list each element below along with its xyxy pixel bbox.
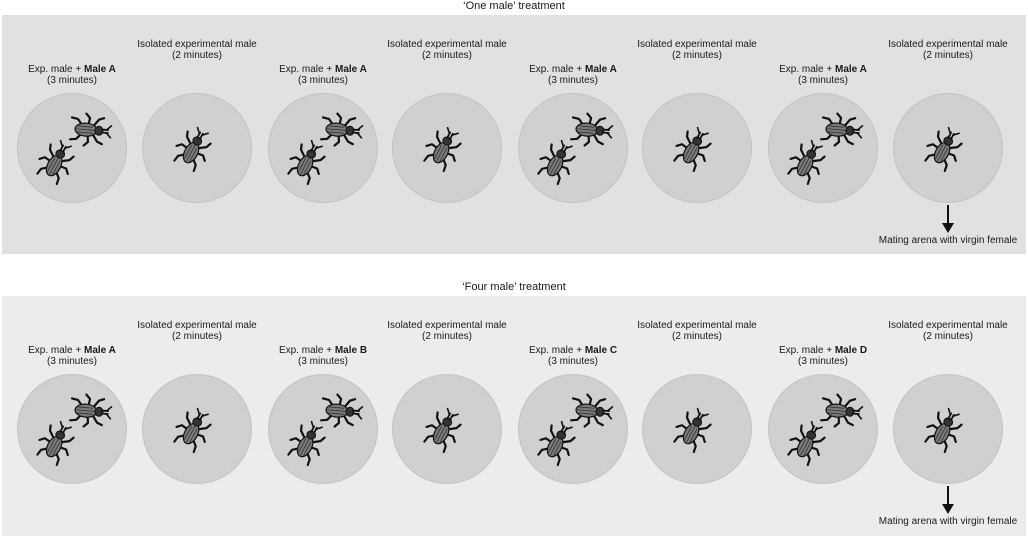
- beetles-graphic: [643, 94, 753, 204]
- beetle-icon: [170, 404, 217, 454]
- beetle-icon: [571, 112, 614, 147]
- petri-dish-icon: [17, 374, 127, 484]
- step-label-text: Isolated experimental male: [888, 320, 1008, 331]
- rival-male-label: Male A: [83, 64, 116, 75]
- step-label: [0, 64, 147, 86]
- step-duration: (3 minutes): [297, 75, 348, 86]
- step-label: [748, 345, 898, 367]
- step-label: [622, 39, 772, 61]
- step-label-text: Isolated experimental male: [137, 39, 257, 50]
- beetles-graphic: [143, 375, 253, 485]
- petri-dish-icon: [142, 374, 252, 484]
- step-label: [498, 345, 648, 367]
- step-label-text: Isolated experimental male: [637, 39, 757, 50]
- beetles-graphic: [769, 94, 879, 204]
- step-label-text: Isolated experimental male: [137, 320, 257, 331]
- petri-dish-icon: [642, 374, 752, 484]
- step-duration: (3 minutes): [547, 75, 598, 86]
- step-label: [873, 320, 1023, 342]
- petri-dish-icon: [392, 93, 502, 203]
- step-label-text: Exp. male +: [278, 345, 335, 356]
- beetles-graphic: [519, 94, 629, 204]
- step-label-line1: [748, 345, 898, 356]
- step-label-line1: [122, 320, 272, 331]
- petri-dish-icon: [768, 374, 878, 484]
- step-label-line1: [622, 320, 772, 331]
- beetles-graphic: [643, 375, 753, 485]
- beetle-icon: [284, 136, 331, 186]
- beetle-icon: [284, 417, 331, 467]
- step-label-line1: [372, 320, 522, 331]
- beetle-icon: [321, 393, 364, 428]
- petri-dish-icon: [518, 374, 628, 484]
- beetles-graphic: [519, 375, 629, 485]
- step-duration: (2 minutes): [922, 331, 973, 342]
- beetles-graphic: [894, 375, 1004, 485]
- step-duration: (2 minutes): [421, 50, 472, 61]
- step-duration: (2 minutes): [671, 331, 722, 342]
- petri-dish-icon: [268, 93, 378, 203]
- beetle-icon: [921, 404, 968, 454]
- step-duration: (3 minutes): [297, 356, 348, 367]
- step-label: [748, 64, 898, 86]
- step-label-line1: [122, 39, 272, 50]
- rival-male-label: Male B: [334, 345, 368, 356]
- step-label-text: Exp. male +: [528, 345, 585, 356]
- beetle-icon: [321, 112, 364, 147]
- step-label-text: Exp. male +: [279, 64, 335, 75]
- step-duration: (2 minutes): [171, 50, 222, 61]
- mating-arena-label: Mating arena with virgin female: [878, 516, 1018, 527]
- beetle-icon: [420, 123, 467, 173]
- beetle-icon: [33, 417, 80, 467]
- step-label-text: Isolated experimental male: [387, 39, 507, 50]
- beetle-icon: [571, 393, 614, 428]
- step-label-text: Exp. male +: [529, 64, 585, 75]
- arrow-down-icon: [941, 486, 955, 516]
- petri-dish-icon: [17, 93, 127, 203]
- beetles-graphic: [18, 375, 128, 485]
- beetle-icon: [33, 136, 80, 186]
- step-duration: (3 minutes): [797, 356, 848, 367]
- step-duration: (3 minutes): [46, 75, 97, 86]
- beetle-icon: [170, 123, 217, 173]
- step-duration: (3 minutes): [797, 75, 848, 86]
- petri-dish-icon: [518, 93, 628, 203]
- beetle-icon: [670, 404, 717, 454]
- arrow-down-icon: [941, 205, 955, 235]
- rival-male-label: Male D: [834, 345, 868, 356]
- step-label: [498, 64, 648, 86]
- step-duration: (2 minutes): [171, 331, 222, 342]
- step-label-line1: [248, 345, 398, 356]
- step-label-text: Isolated experimental male: [888, 39, 1008, 50]
- step-label-line1: [498, 345, 648, 356]
- mating-arena-label: Mating arena with virgin female: [878, 235, 1018, 246]
- step-label: [248, 345, 398, 367]
- petri-dish-icon: [642, 93, 752, 203]
- beetle-icon: [70, 112, 113, 147]
- step-label-text: Exp. male +: [778, 345, 835, 356]
- step-label: [122, 39, 272, 61]
- beetles-graphic: [143, 94, 253, 204]
- rival-male-label: Male A: [584, 64, 617, 75]
- beetle-icon: [784, 417, 831, 467]
- petri-dish-icon: [893, 374, 1003, 484]
- beetle-icon: [70, 393, 113, 428]
- beetles-graphic: [269, 94, 379, 204]
- step-label-text: Exp. male +: [28, 64, 84, 75]
- step-label: [372, 320, 522, 342]
- rival-male-label: Male C: [584, 345, 618, 356]
- step-label-line1: [498, 64, 648, 75]
- step-label: [122, 320, 272, 342]
- beetles-graphic: [18, 94, 128, 204]
- beetles-graphic: [769, 375, 879, 485]
- step-label-text: Exp. male +: [779, 64, 835, 75]
- step-label: [622, 320, 772, 342]
- step-label-text: Isolated experimental male: [637, 320, 757, 331]
- step-duration: (2 minutes): [421, 331, 472, 342]
- beetle-icon: [921, 123, 968, 173]
- beetle-icon: [821, 393, 864, 428]
- step-label-text: Exp. male +: [28, 345, 84, 356]
- four-male-treatment-title: ‘Four male’ treatment: [462, 281, 566, 293]
- step-label: [372, 39, 522, 61]
- rival-male-label: Male A: [334, 64, 367, 75]
- beetle-icon: [534, 417, 581, 467]
- step-label-line1: [873, 320, 1023, 331]
- beetle-icon: [784, 136, 831, 186]
- step-duration: (2 minutes): [922, 50, 973, 61]
- petri-dish-icon: [893, 93, 1003, 203]
- step-duration: (2 minutes): [671, 50, 722, 61]
- beetle-icon: [670, 123, 717, 173]
- petri-dish-icon: [142, 93, 252, 203]
- petri-dish-icon: [768, 93, 878, 203]
- step-label-line1: [622, 39, 772, 50]
- beetles-graphic: [269, 375, 379, 485]
- beetles-graphic: [894, 94, 1004, 204]
- step-duration: (3 minutes): [46, 356, 97, 367]
- step-label-line1: [248, 64, 398, 75]
- step-label-line1: [0, 64, 147, 75]
- beetles-graphic: [393, 94, 503, 204]
- beetle-icon: [420, 404, 467, 454]
- step-label-line1: [748, 64, 898, 75]
- step-label-text: Isolated experimental male: [387, 320, 507, 331]
- rival-male-label: Male A: [834, 64, 867, 75]
- step-label-line1: [372, 39, 522, 50]
- petri-dish-icon: [268, 374, 378, 484]
- step-label: [248, 64, 398, 86]
- step-label-line1: [873, 39, 1023, 50]
- beetle-icon: [821, 112, 864, 147]
- one-male-treatment-title: ‘One male’ treatment: [463, 0, 565, 12]
- beetles-graphic: [393, 375, 503, 485]
- petri-dish-icon: [392, 374, 502, 484]
- step-label-line1: [0, 345, 147, 356]
- rival-male-label: Male A: [83, 345, 116, 356]
- step-label: [0, 345, 147, 367]
- beetle-icon: [534, 136, 581, 186]
- step-label: [873, 39, 1023, 61]
- step-duration: (3 minutes): [547, 356, 598, 367]
